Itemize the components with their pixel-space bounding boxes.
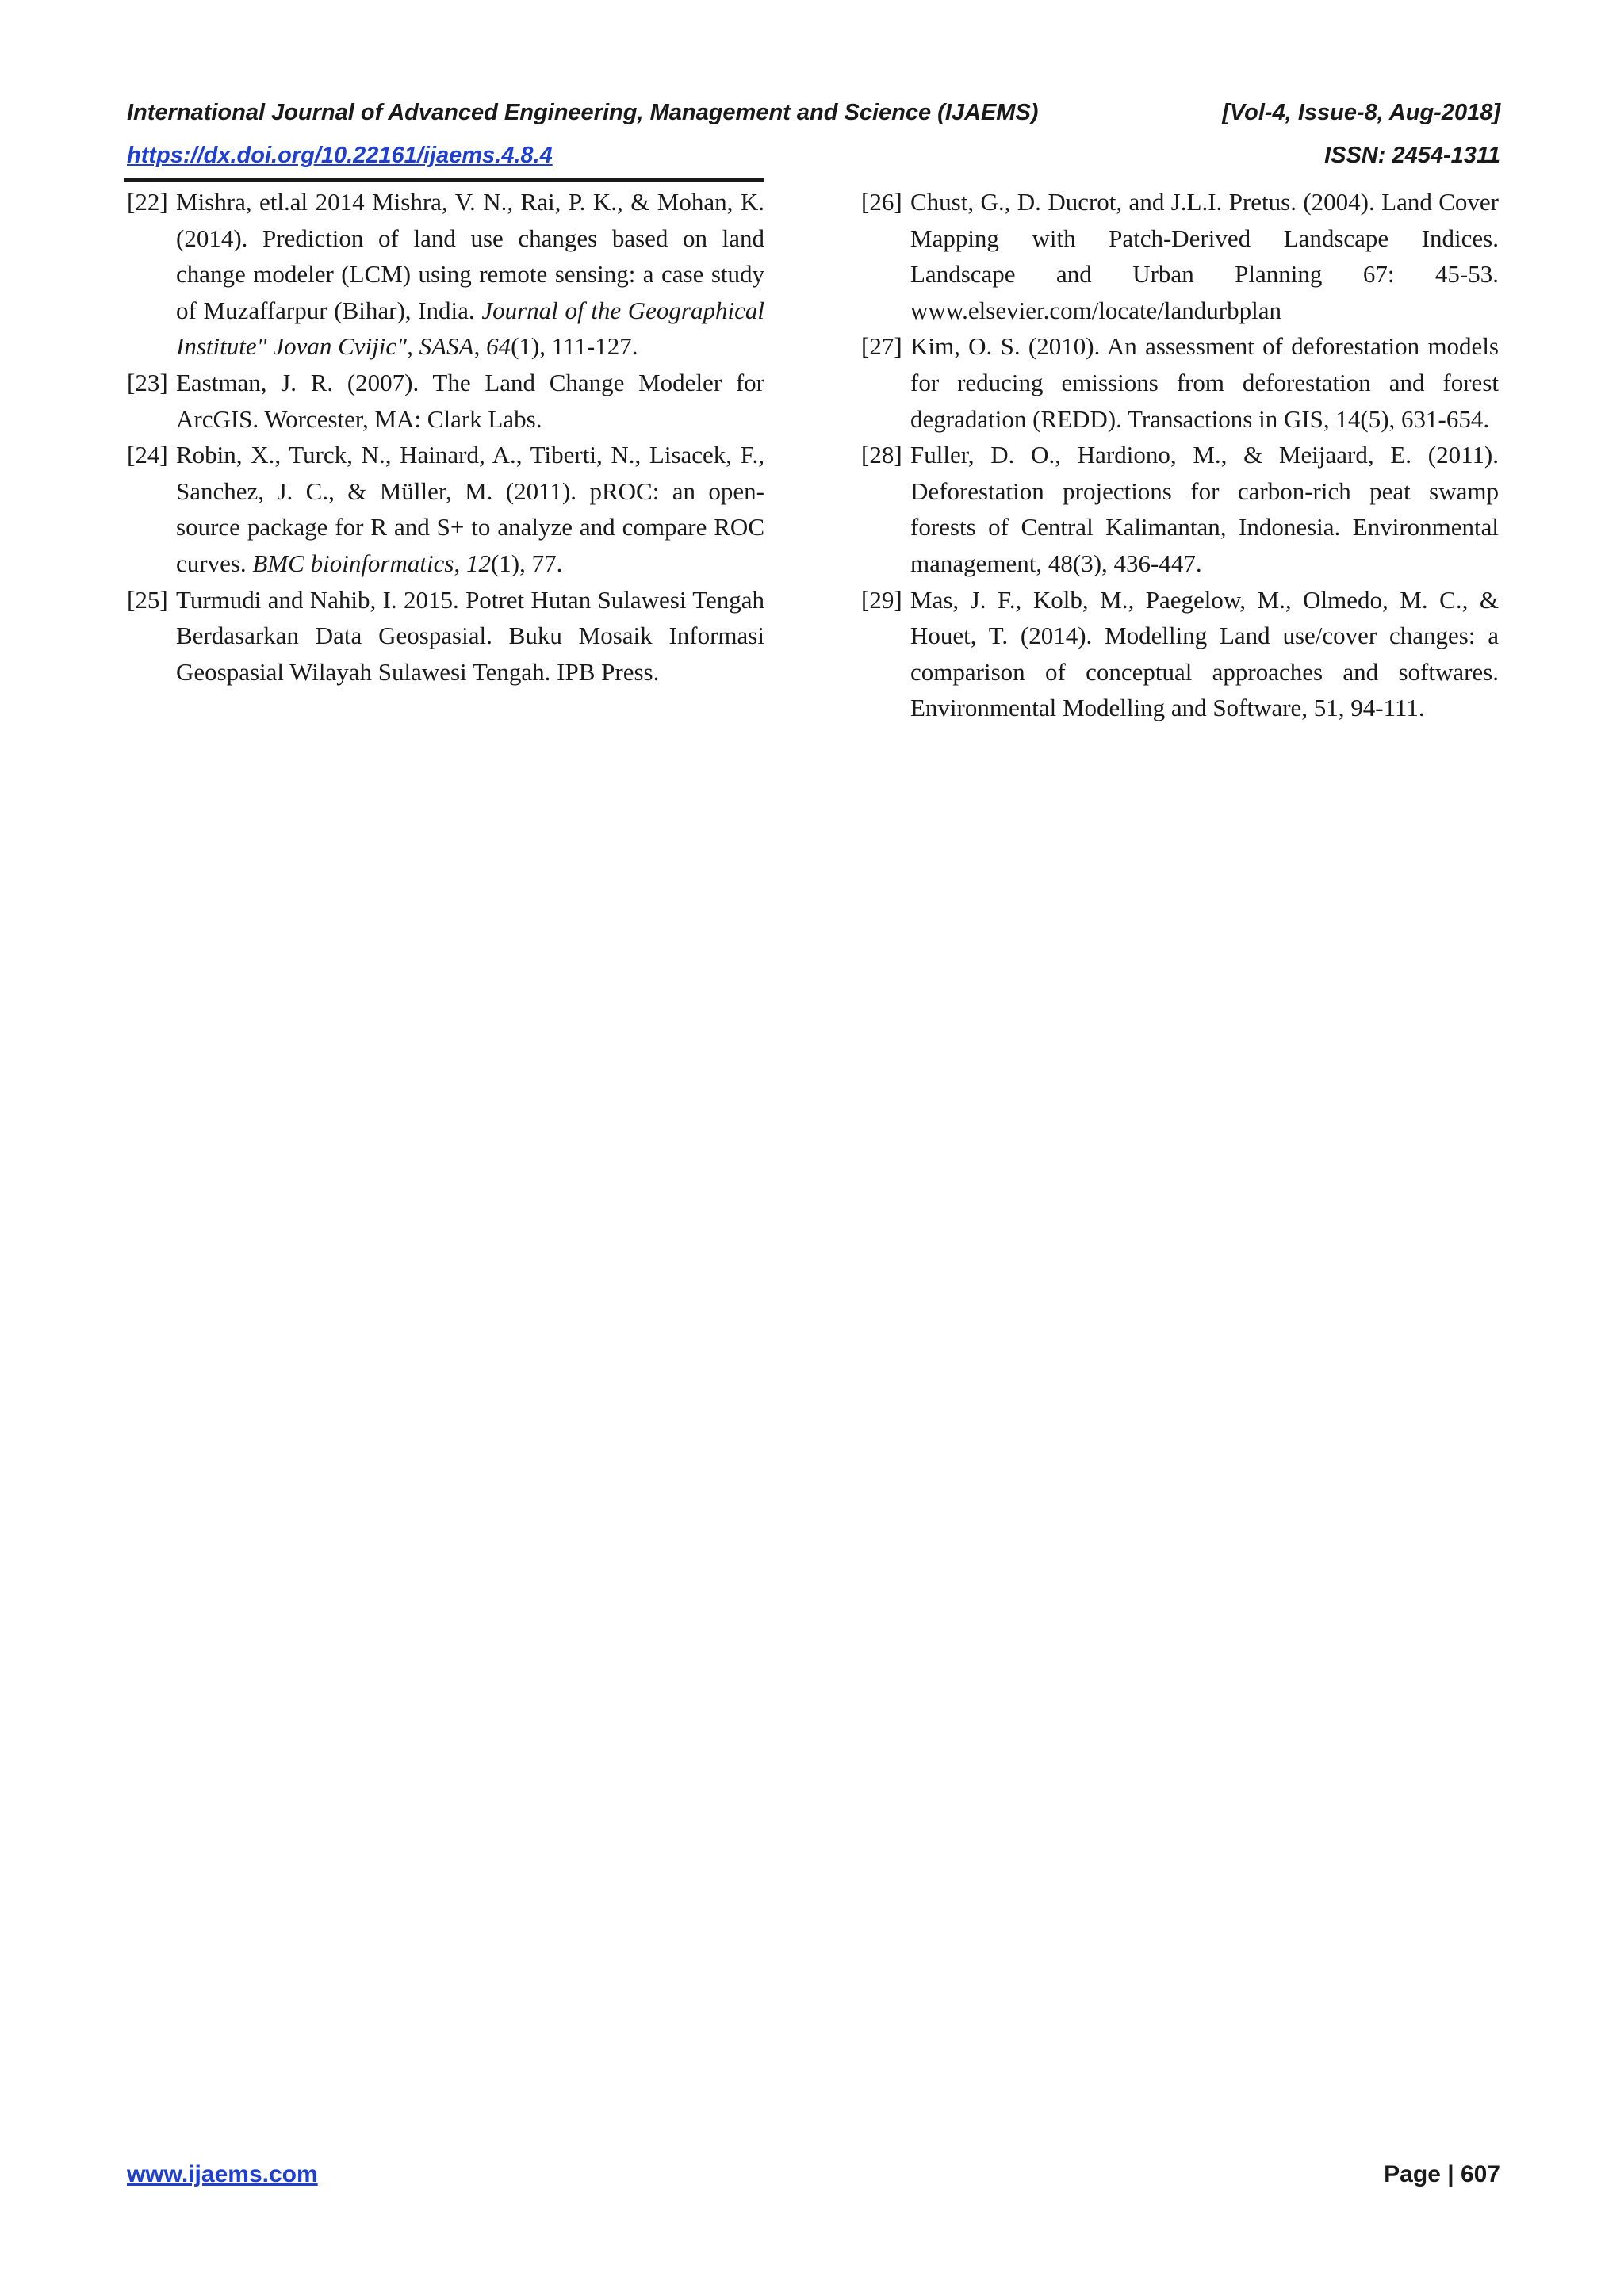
- reference-item: [127, 437, 764, 581]
- reference-item: [861, 184, 1499, 328]
- reference-number: [26]: [861, 188, 902, 216]
- reference-text: Mas, J. F., Kolb, M., Paegelow, M., Olmedo, M. C., & Houet, T. (2014). Modelling Land use/cover changes: a comparison of conceptual approaches and softwares. Environmental Modelling and Software, 51, 94-111.: [910, 585, 1499, 722]
- website-link[interactable]: www.ijaems.com: [127, 2161, 318, 2187]
- reference-pages: (1), 111-127.: [511, 332, 638, 361]
- reference-item: [861, 328, 1499, 437]
- reference-number: [27]: [861, 332, 902, 361]
- reference-item: [861, 437, 1499, 581]
- reference-text: Chust, G., D. Ducrot, and J.L.I. Pretus. (2004). Land Cover Mapping with Patch-Derived Landscape Indices. Landscape and Urban Planning 67: 45-53. www.elsevier.com/locate/landurbplan: [910, 188, 1499, 324]
- reference-item: [127, 582, 764, 691]
- reference-journal: Journal of the Geographical Institute" Jovan Cvijic", SASA: [176, 296, 764, 361]
- reference-item: [127, 365, 764, 437]
- reference-text: Robin, X., Turck, N., Hainard, A., Tiberti, N., Lisacek, F., Sanchez, J. C., & Müller, M. (2011). pROC: an open-source package for R and S+ to analyze and compare ROC curves.: [176, 441, 764, 577]
- reference-number: [28]: [861, 441, 902, 469]
- reference-number: [24]: [127, 441, 168, 469]
- page-header: [127, 100, 1500, 132]
- reference-pages: (1), 77.: [490, 549, 563, 577]
- issn: ISSN: 2454-1311: [1324, 143, 1500, 168]
- reference-volume: 12: [465, 549, 491, 577]
- reference-text: ,: [454, 549, 466, 577]
- reference-text: Fuller, D. O., Hardiono, M., & Meijaard, E. (2011). Deforestation projections for carbon-rich peat swamp forests of Central Kalimantan, Indonesia. Environmental management, 48(3), 436-447.: [910, 441, 1499, 577]
- reference-item: [127, 184, 764, 365]
- journal-title: International Journal of Advanced Engineering, Management and Science (IJAEMS): [127, 100, 1039, 125]
- page-subheader: [127, 143, 1500, 174]
- reference-number: [23]: [127, 368, 168, 396]
- doi-link[interactable]: https://dx.doi.org/10.22161/ijaems.4.8.4: [127, 143, 553, 168]
- references-left-column: [127, 184, 764, 690]
- references-right-column: [861, 184, 1499, 726]
- reference-journal: BMC bioinformatics: [252, 549, 454, 577]
- reference-text: Eastman, J. R. (2007). The Land Change Modeler for ArcGIS. Worcester, MA: Clark Labs.: [176, 368, 764, 433]
- reference-text: Turmudi and Nahib, I. 2015. Potret Hutan Sulawesi Tengah Berdasarkan Data Geospasial. Buku Mosaik Informasi Geospasial Wilayah Sulawesi Tengah. IPB Press.: [176, 585, 764, 686]
- reference-text: Kim, O. S. (2010). An assessment of deforestation models for reducing emissions from deforestation and forest degradation (REDD). Transactions in GIS, 14(5), 631-654.: [910, 332, 1499, 433]
- page-number: Page | 607: [1384, 2161, 1500, 2187]
- reference-number: [25]: [127, 585, 168, 614]
- volume-issue: [Vol-4, Issue-8, Aug-2018]: [1222, 100, 1500, 125]
- header-rule: [124, 178, 764, 182]
- reference-text: Mishra, etl.al 2014 Mishra, V. N., Rai, P. K., & Mohan, K. (2014). Prediction of land use changes based on land change modeler (LCM) using remote sensing: a case study of Muzaffarpur (Bihar), India.: [176, 188, 764, 324]
- reference-item: [861, 582, 1499, 726]
- reference-volume: 64: [486, 332, 511, 361]
- reference-text: ,: [473, 332, 487, 361]
- reference-number: [29]: [861, 585, 902, 614]
- reference-number: [22]: [127, 188, 168, 216]
